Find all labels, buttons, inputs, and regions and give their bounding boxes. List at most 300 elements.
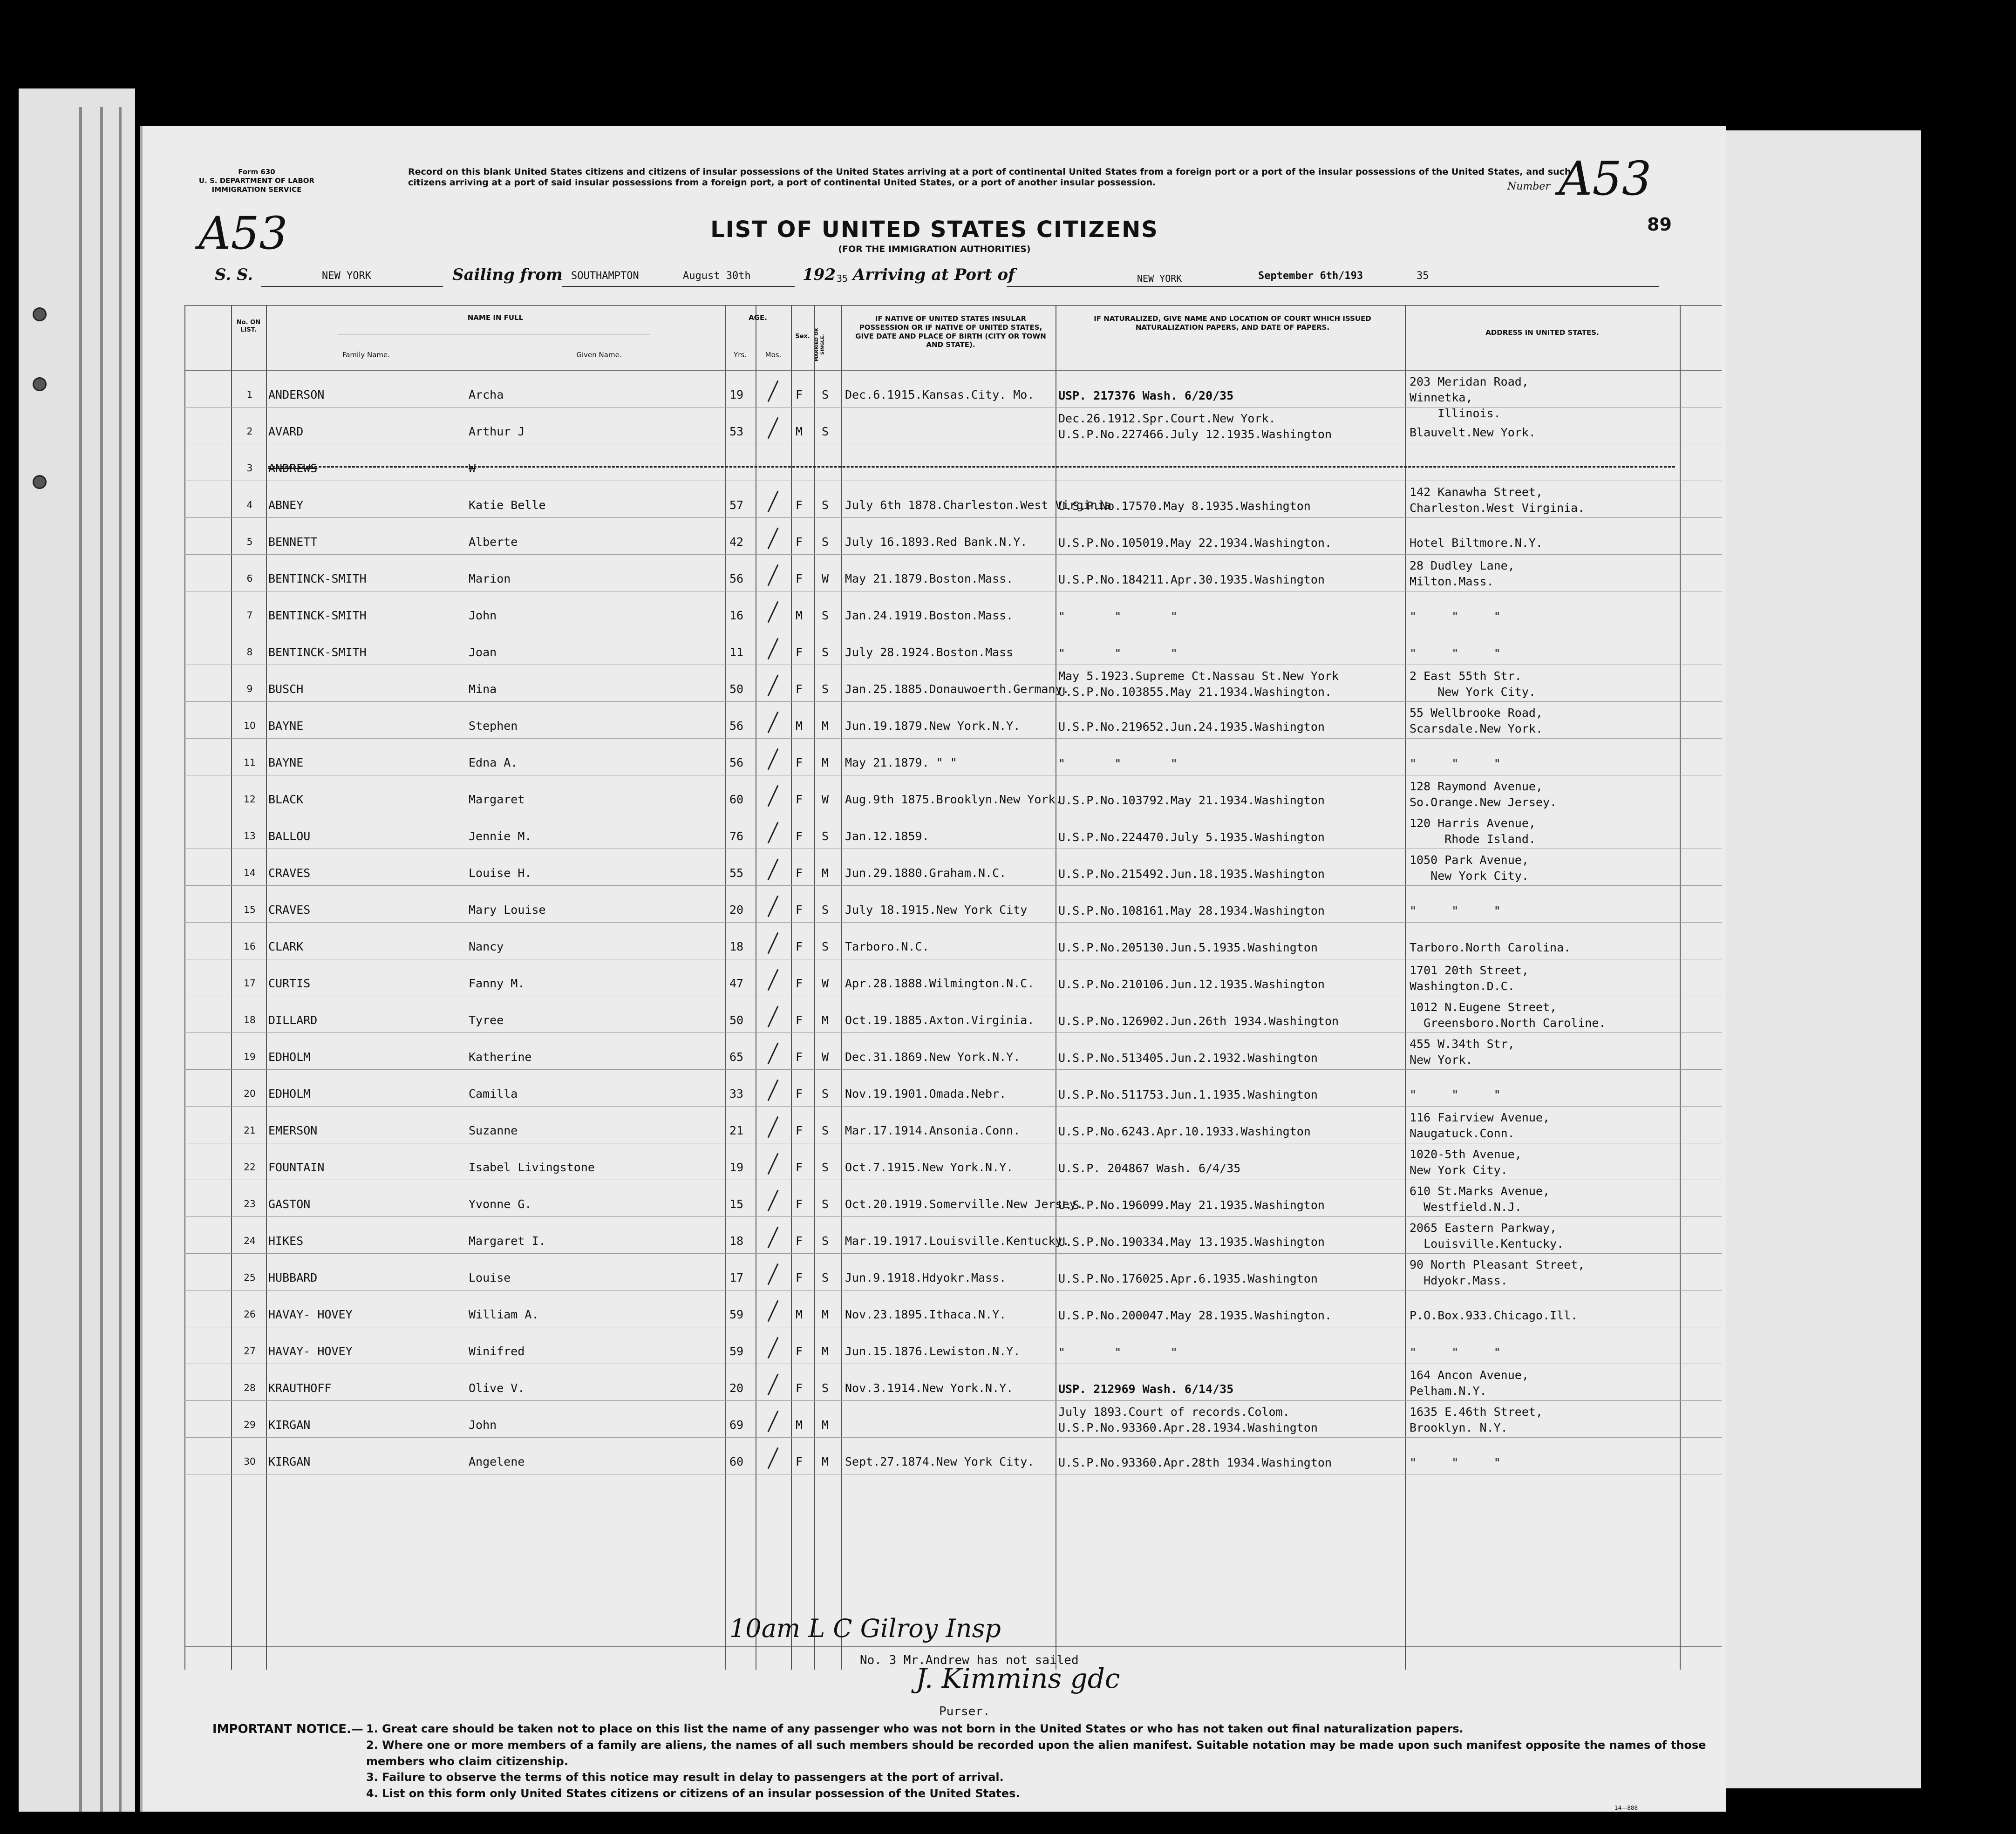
row-divider — [184, 1290, 1722, 1291]
sex-cell: F — [796, 388, 803, 401]
address-cell: " " " — [1410, 1088, 1501, 1101]
address-cell: Tarboro.North Carolina. — [1410, 941, 1571, 954]
address-cell: " " " — [1410, 646, 1501, 660]
given-name-cell: Katie Belle — [469, 498, 546, 512]
page-number: 89 — [1647, 214, 1672, 235]
given-name-cell: Angelene — [469, 1455, 525, 1468]
grid-line — [841, 305, 842, 1670]
birth-cell: Dec.31.1869.New York.N.Y. — [845, 1050, 1021, 1064]
given-name-cell: Joan — [469, 645, 497, 659]
check-mark — [768, 638, 779, 660]
binder-hole — [33, 475, 47, 489]
naturalization-cell: U.S.P.No.103792.May 21.1934.Washington — [1058, 794, 1325, 807]
check-mark — [768, 1337, 779, 1359]
sex-cell: F — [796, 645, 803, 659]
address-cell: " " " — [1410, 1345, 1501, 1359]
address-cell: " " " — [1410, 904, 1501, 917]
sailing-label: Sailing from — [452, 265, 563, 284]
row-number: 16 — [244, 941, 256, 952]
grid-line — [184, 1646, 1722, 1647]
row-number: 12 — [244, 794, 256, 805]
from-port: SOUTHAMPTON — [571, 270, 639, 282]
naturalization-cell: U.S.P.No.108161.May 28.1934.Washington — [1058, 904, 1325, 917]
birth-cell: Oct.20.1919.Somerville.New Jersey. — [845, 1197, 1083, 1211]
marital-status-cell: S — [822, 903, 829, 917]
row-divider — [184, 738, 1722, 739]
family-name-cell: CURTIS — [268, 977, 311, 990]
inspector-signature: 10am L C Gilroy Insp — [729, 1614, 1001, 1643]
address-cell: 610 St.Marks Avenue, Westfield.N.J. — [1410, 1184, 1550, 1214]
address-cell: 455 W.34th Str, New York. — [1410, 1037, 1515, 1066]
binder-fold — [119, 107, 122, 1812]
check-mark — [768, 1116, 779, 1138]
family-name-cell: BENTINCK-SMITH — [268, 572, 367, 585]
given-name-cell: Katherine — [469, 1050, 532, 1064]
address-cell: Blauvelt.New York. — [1410, 426, 1536, 439]
marital-status-cell: S — [822, 1381, 829, 1395]
family-name-cell: BAYNE — [268, 719, 304, 733]
header-months: Mos. — [765, 351, 782, 359]
marital-status-cell: S — [822, 1124, 829, 1137]
arriving-label: Arriving at Port of — [853, 265, 1015, 284]
given-name-cell: Stephen — [469, 719, 518, 733]
row-divider — [184, 922, 1722, 923]
age-cell: 55 — [729, 866, 744, 880]
row-number: 25 — [244, 1272, 256, 1283]
row-number: 7 — [246, 610, 253, 621]
check-mark — [768, 1447, 779, 1469]
row-number: 24 — [244, 1235, 256, 1246]
check-mark — [768, 1227, 779, 1249]
row-number: 5 — [246, 536, 253, 547]
next-page-edge — [1723, 130, 1921, 1788]
naturalization-cell: Dec.26.1912.Spr.Court.New York. U.S.P.No.227466.July 12.1935.Washington — [1058, 412, 1332, 441]
family-name-cell: CLARK — [268, 940, 304, 953]
row-divider — [184, 517, 1722, 518]
record-instructions: Record on this blank United States citizens and citizens of insular possessions of the United States arriving at a port of continental United States from a foreign port or a port of the insular possessions of the United States, and such citizens arriving at a port of said insular possessions from a foreign port, a port of continental United States, or a port of another insular possession. — [408, 167, 1571, 188]
birth-cell: July 16.1893.Red Bank.N.Y. — [845, 535, 1028, 549]
row-divider — [184, 701, 1722, 702]
address-cell: " " " — [1410, 610, 1501, 623]
family-name-cell: BENNETT — [268, 535, 318, 549]
passenger-table — [184, 305, 1722, 1670]
marital-status-cell: S — [822, 940, 829, 953]
row-number: 23 — [244, 1198, 256, 1209]
notice-item: 1. Great care should be taken not to place on this list the name of any passenger who was not born in the United States or who has not taken out final naturalization papers. — [366, 1722, 1464, 1735]
age-cell: 53 — [729, 425, 744, 438]
given-name-cell: Arthur J — [469, 425, 525, 438]
rule — [562, 286, 795, 287]
notice-item: 2. Where one or more members of a family are aliens, the names of all such members should be recorded upon the alien manifest. Suitable notation may be made upon such manifest opposite the names of those members who claim citizenship. — [366, 1738, 1706, 1768]
birth-cell: Oct.7.1915.New York.N.Y. — [845, 1161, 1014, 1174]
row-number: 13 — [244, 830, 256, 842]
given-name-cell: Margaret — [469, 793, 525, 806]
header-name-in-full: NAME IN FULL — [467, 313, 524, 322]
naturalization-cell: U.S.P.No.219652.Jun.24.1935.Washington — [1058, 720, 1325, 734]
naturalization-cell: U.S.P.No.176025.Apr.6.1935.Washington — [1058, 1272, 1318, 1285]
family-name-cell: CRAVES — [268, 903, 311, 917]
row-divider — [184, 1400, 1722, 1401]
marital-status-cell: S — [822, 1197, 829, 1211]
row-divider — [184, 1437, 1722, 1438]
number-value: A53 — [1559, 151, 1652, 206]
marital-status-cell: S — [822, 388, 829, 401]
age-cell: 60 — [729, 793, 744, 806]
naturalization-cell: U.S.P. 204867 Wash. 6/4/35 — [1058, 1162, 1241, 1175]
birth-cell: Jan.12.1859. — [845, 829, 929, 843]
sex-cell: F — [796, 756, 803, 769]
family-name-cell: ABNEY — [268, 498, 304, 512]
check-mark — [768, 1190, 779, 1212]
marital-status-cell: M — [822, 1013, 829, 1027]
given-name-cell: Olive V. — [469, 1381, 525, 1395]
address-cell: 1701 20th Street, Washington.D.C. — [1410, 964, 1529, 993]
age-cell: 50 — [729, 1013, 744, 1027]
cancel-line — [268, 466, 1675, 468]
birth-cell: Jun.29.1880.Graham.N.C. — [845, 866, 1007, 880]
year-prefix: 192 — [803, 265, 836, 284]
sex-cell: F — [796, 793, 803, 806]
row-divider — [184, 1216, 1722, 1217]
birth-cell: Nov.3.1914.New York.N.Y. — [845, 1381, 1014, 1395]
marital-status-cell: M — [822, 719, 829, 733]
binder-hole — [33, 307, 47, 321]
year-suffix: 35 — [837, 273, 848, 284]
sex-cell: F — [796, 1087, 803, 1100]
check-mark — [768, 528, 779, 550]
naturalization-cell: USP. 212969 Wash. 6/14/35 — [1058, 1382, 1234, 1396]
row-number: 20 — [244, 1088, 256, 1099]
sex-cell: F — [796, 682, 803, 696]
check-mark — [768, 1153, 779, 1175]
check-mark — [768, 785, 779, 807]
family-name-cell: BALLOU — [268, 829, 311, 843]
given-name-cell: Camilla — [469, 1087, 518, 1100]
address-cell: 128 Raymond Avenue, So.Orange.New Jersey. — [1410, 780, 1557, 809]
age-cell: 56 — [729, 756, 744, 769]
row-number: 14 — [244, 867, 256, 878]
service-name: IMMIGRATION SERVICE — [211, 185, 302, 194]
birth-cell: May 21.1879.Boston.Mass. — [845, 572, 1014, 585]
check-mark — [768, 932, 779, 954]
row-number: 19 — [244, 1051, 256, 1062]
birth-cell: Jun.9.1918.Hdyokr.Mass. — [845, 1271, 1007, 1284]
row-divider — [184, 1069, 1722, 1070]
check-mark — [768, 1411, 779, 1433]
marital-status-cell: W — [822, 1050, 829, 1064]
sex-cell: F — [796, 1455, 803, 1468]
marital-status-cell: S — [822, 682, 829, 696]
given-name-cell: Isabel Livingstone — [469, 1161, 595, 1174]
sex-cell: M — [796, 609, 803, 622]
naturalization-cell: U.S.P.No.190334.May 13.1935.Washington — [1058, 1235, 1325, 1249]
address-cell: P.O.Box.933.Chicago.Ill. — [1410, 1309, 1578, 1322]
naturalization-cell: U.S.P.No.126902.Jun.26th 1934.Washington — [1058, 1014, 1339, 1028]
birth-cell: Jun.15.1876.Lewiston.N.Y. — [845, 1345, 1021, 1358]
header-married: MARRIED OR SINGLE. — [814, 328, 825, 361]
check-mark — [768, 1374, 779, 1396]
to-port: NEW YORK — [1137, 273, 1182, 284]
marital-status-cell: S — [822, 1161, 829, 1174]
age-cell: 56 — [729, 572, 744, 585]
given-name-cell: Nancy — [469, 940, 504, 953]
naturalization-cell: U.S.P.No.17570.May 8.1935.Washington — [1058, 499, 1311, 513]
naturalization-cell: U.S.P.No.200047.May 28.1935.Washington. — [1058, 1309, 1332, 1322]
grid-line — [791, 305, 792, 1670]
naturalization-cell: May 5.1923.Supreme Ct.Nassau St.New York U.S.P.No.103855.May 21.1934.Washington. — [1058, 669, 1339, 699]
check-mark — [768, 380, 779, 402]
check-mark — [768, 1300, 779, 1322]
age-cell: 19 — [729, 1161, 744, 1174]
sex-cell: F — [796, 940, 803, 953]
sex-cell: F — [796, 1013, 803, 1027]
address-cell: 120 Harris Avenue, Rhode Island. — [1410, 816, 1536, 846]
sex-cell: F — [796, 1271, 803, 1284]
given-name-cell: Winifred — [469, 1345, 525, 1358]
sex-cell: F — [796, 866, 803, 880]
row-divider — [184, 554, 1722, 555]
given-name-cell: Margaret I. — [469, 1234, 546, 1248]
sex-cell: F — [796, 1234, 803, 1248]
grid-line — [1680, 305, 1681, 1670]
family-name-cell: HUBBARD — [268, 1271, 318, 1284]
check-mark — [768, 1263, 779, 1285]
address-cell: 142 Kanawha Street, Charleston.West Virginia. — [1410, 485, 1585, 515]
marital-status-cell: S — [822, 1087, 829, 1100]
naturalization-cell: " " " — [1058, 1345, 1178, 1359]
grid-line — [814, 305, 815, 1670]
address-cell: 164 Ancon Avenue, Pelham.N.Y. — [1410, 1368, 1529, 1398]
given-name-cell: Mina — [469, 682, 497, 696]
form-code: 14—888 — [1614, 1805, 1638, 1811]
check-mark — [768, 675, 779, 697]
family-name-cell: HAVAY- HOVEY — [268, 1308, 353, 1321]
family-name-cell: DILLARD — [268, 1013, 318, 1027]
naturalization-cell: U.S.P.No.513405.Jun.2.1932.Washington — [1058, 1051, 1318, 1065]
family-name-cell: KIRGAN — [268, 1455, 311, 1468]
row-number: 3 — [246, 462, 253, 474]
birth-cell: July 28.1924.Boston.Mass — [845, 645, 1014, 659]
sailing-note: No. 3 Mr.Andrew has not sailed — [860, 1653, 1079, 1667]
birth-cell: Jun.19.1879.New York.N.Y. — [845, 719, 1021, 733]
age-cell: 50 — [729, 682, 744, 696]
row-number: 11 — [244, 757, 256, 768]
age-cell: 18 — [729, 1234, 744, 1248]
row-number: 15 — [244, 904, 256, 915]
arrive-date: September 6th/193 — [1258, 270, 1363, 282]
age-cell: 76 — [729, 829, 744, 843]
rule — [261, 286, 443, 287]
address-cell: " " " — [1410, 1456, 1501, 1469]
address-cell: 116 Fairview Avenue, Naugatuck.Conn. — [1410, 1111, 1550, 1140]
check-mark — [768, 601, 779, 623]
header-age: AGE. — [749, 313, 767, 322]
age-cell: 60 — [729, 1455, 744, 1468]
given-name-cell: Fanny M. — [469, 977, 525, 990]
marital-status-cell: S — [822, 1234, 829, 1248]
sex-cell: F — [796, 1345, 803, 1358]
given-name-cell: W — [469, 462, 476, 475]
address-cell: 2 East 55th Str. New York City. — [1410, 669, 1536, 699]
row-number: 17 — [244, 978, 256, 989]
address-cell: " " " — [1410, 757, 1501, 770]
sex-cell: F — [796, 1161, 803, 1174]
given-name-cell: Suzanne — [469, 1124, 518, 1137]
naturalization-cell: U.S.P.No.205130.Jun.5.1935.Washington — [1058, 941, 1318, 954]
sex-cell: M — [796, 425, 803, 438]
binder-left-strip — [19, 88, 135, 1812]
marital-status-cell: W — [822, 977, 829, 990]
address-cell: 1635 E.46th Street, Brooklyn. N.Y. — [1410, 1405, 1543, 1434]
row-number: 22 — [244, 1162, 256, 1173]
binder-fold — [79, 107, 82, 1812]
page-title: LIST OF UNITED STATES CITIZENS — [710, 217, 1158, 243]
sex-cell: F — [796, 829, 803, 843]
naturalization-cell: U.S.P.No.511753.Jun.1.1935.Washington — [1058, 1088, 1318, 1101]
given-name-cell: Louise — [469, 1271, 511, 1284]
row-number: 10 — [244, 720, 256, 731]
row-number: 1 — [246, 389, 253, 400]
check-mark — [768, 859, 779, 881]
naturalization-cell: U.S.P.No.224470.July 5.1935.Washington — [1058, 830, 1325, 844]
grid-line — [184, 305, 185, 1670]
birth-cell: May 21.1879. " " — [845, 756, 957, 769]
naturalization-cell: U.S.P.No.93360.Apr.28th 1934.Washington — [1058, 1456, 1332, 1469]
header-number: No. ON LIST. — [236, 319, 261, 334]
birth-cell: Aug.9th 1875.Brooklyn.New York. — [845, 793, 1062, 806]
number-label: Number — [1507, 181, 1550, 192]
family-name-cell: KRAUTHOFF — [268, 1381, 332, 1395]
form-identifier — [180, 168, 334, 194]
sex-cell: F — [796, 1197, 803, 1211]
family-name-cell: ANDERSON — [268, 388, 325, 401]
birth-cell: Oct.19.1885.Axton.Virginia. — [845, 1013, 1035, 1027]
address-cell: 1012 N.Eugene Street, Greensboro.North Caroline. — [1410, 1000, 1606, 1030]
given-name-cell: Mary Louise — [469, 903, 546, 917]
naturalization-cell: " " " — [1058, 610, 1178, 623]
naturalization-cell: U.S.P.No.105019.May 22.1934.Washington. — [1058, 536, 1332, 550]
given-name-cell: Edna A. — [469, 756, 518, 769]
check-mark — [768, 417, 779, 439]
address-cell: 28 Dudley Lane, Milton.Mass. — [1410, 559, 1515, 588]
naturalization-cell: " " " — [1058, 646, 1178, 660]
check-mark — [768, 896, 779, 917]
rule — [1007, 286, 1659, 287]
form-number: Form 630 — [238, 168, 275, 176]
header-sex: Sex. — [795, 333, 810, 340]
department-name: U. S. DEPARTMENT OF LABOR — [198, 176, 315, 185]
row-number: 9 — [246, 683, 253, 694]
marital-status-cell: W — [822, 793, 829, 806]
check-mark — [768, 822, 779, 844]
address-cell: 1020-5th Avenue, New York City. — [1410, 1148, 1522, 1177]
age-cell: 65 — [729, 1050, 744, 1064]
birth-cell: Tarboro.N.C. — [845, 940, 929, 953]
arrive-year: 35 — [1417, 270, 1429, 282]
row-divider — [184, 885, 1722, 886]
ss-label: S. S. — [215, 265, 253, 284]
address-cell: Hotel Biltmore.N.Y. — [1410, 536, 1543, 550]
row-number: 6 — [246, 573, 253, 584]
given-name-cell: John — [469, 609, 497, 622]
family-name-cell: CRAVES — [268, 866, 311, 880]
header-address: ADDRESS IN UNITED STATES. — [1485, 328, 1599, 337]
family-name-cell: FOUNTAIN — [268, 1161, 325, 1174]
check-mark — [768, 712, 779, 734]
sex-cell: M — [796, 1418, 803, 1432]
sail-date: August 30th — [683, 270, 751, 282]
sex-cell: M — [796, 719, 803, 733]
family-name-cell: EDHOLM — [268, 1087, 311, 1100]
naturalization-cell: July 1893.Court of records.Colom. U.S.P.No.93360.Apr.28.1934.Washington — [1058, 1405, 1318, 1434]
family-name-cell: AVARD — [268, 425, 304, 438]
sex-cell: F — [796, 903, 803, 917]
handwritten-mark: A53 — [198, 207, 288, 259]
birth-cell: July 18.1915.New York City — [845, 903, 1028, 917]
naturalization-cell: U.S.P.No.184211.Apr.30.1935.Washington — [1058, 573, 1325, 586]
row-number: 27 — [244, 1345, 256, 1357]
binder-hole — [33, 377, 47, 391]
notice-heading: IMPORTANT NOTICE.— — [212, 1722, 363, 1736]
family-name-cell: EMERSON — [268, 1124, 318, 1137]
purser-label: Purser. — [939, 1705, 990, 1719]
family-name-cell: EDHOLM — [268, 1050, 311, 1064]
row-number: 8 — [246, 646, 253, 658]
age-cell: 15 — [729, 1197, 744, 1211]
marital-status-cell: M — [822, 866, 829, 880]
age-cell: 19 — [729, 388, 744, 401]
marital-status-cell: M — [822, 1418, 829, 1432]
age-cell: 57 — [729, 498, 744, 512]
age-cell: 21 — [729, 1124, 744, 1137]
age-cell: 20 — [729, 1381, 744, 1395]
grid-line — [184, 305, 1722, 306]
naturalization-cell: U.S.P.No.210106.Jun.12.1935.Washington — [1058, 978, 1325, 991]
ship-name: NEW YORK — [322, 270, 371, 282]
given-name-cell: Louise H. — [469, 866, 532, 880]
marital-status-cell: S — [822, 829, 829, 843]
marital-status-cell: M — [822, 1455, 829, 1468]
age-cell: 18 — [729, 940, 744, 953]
check-mark — [768, 748, 779, 770]
family-name-cell: GASTON — [268, 1197, 311, 1211]
age-cell: 42 — [729, 535, 744, 549]
naturalization-cell: " " " — [1058, 757, 1178, 770]
marital-status-cell: S — [822, 425, 829, 438]
birth-cell: Jan.25.1885.Donauwoerth.Germany. — [845, 682, 1069, 696]
row-number: 29 — [244, 1419, 256, 1430]
sex-cell: F — [796, 1050, 803, 1064]
header-naturalized: IF NATURALIZED, GIVE NAME AND LOCATION OF COURT WHICH ISSUED NATURALIZATION PAPERS, AND DATE OF PAPERS. — [1094, 314, 1371, 332]
row-divider — [184, 1032, 1722, 1033]
age-cell: 16 — [729, 609, 744, 622]
manifest-page — [140, 126, 1726, 1812]
age-cell: 69 — [729, 1418, 744, 1432]
marital-status-cell: M — [822, 756, 829, 769]
check-mark — [768, 1043, 779, 1065]
row-number: 18 — [244, 1014, 256, 1026]
birth-cell: Sept.27.1874.New York City. — [845, 1455, 1035, 1468]
check-mark — [768, 1080, 779, 1101]
row-number: 2 — [246, 426, 253, 437]
naturalization-cell: U.S.P.No.215492.Jun.18.1935.Washington — [1058, 867, 1325, 881]
family-name-cell: ANDREWS — [268, 462, 318, 475]
address-cell: 55 Wellbrooke Road, Scarsdale.New York. — [1410, 706, 1543, 735]
page-subtitle: (FOR THE IMMIGRATION AUTHORITIES) — [838, 244, 1031, 254]
age-cell: 56 — [729, 719, 744, 733]
check-mark — [768, 969, 779, 991]
birth-cell: Dec.6.1915.Kansas.City. Mo. — [845, 388, 1035, 401]
